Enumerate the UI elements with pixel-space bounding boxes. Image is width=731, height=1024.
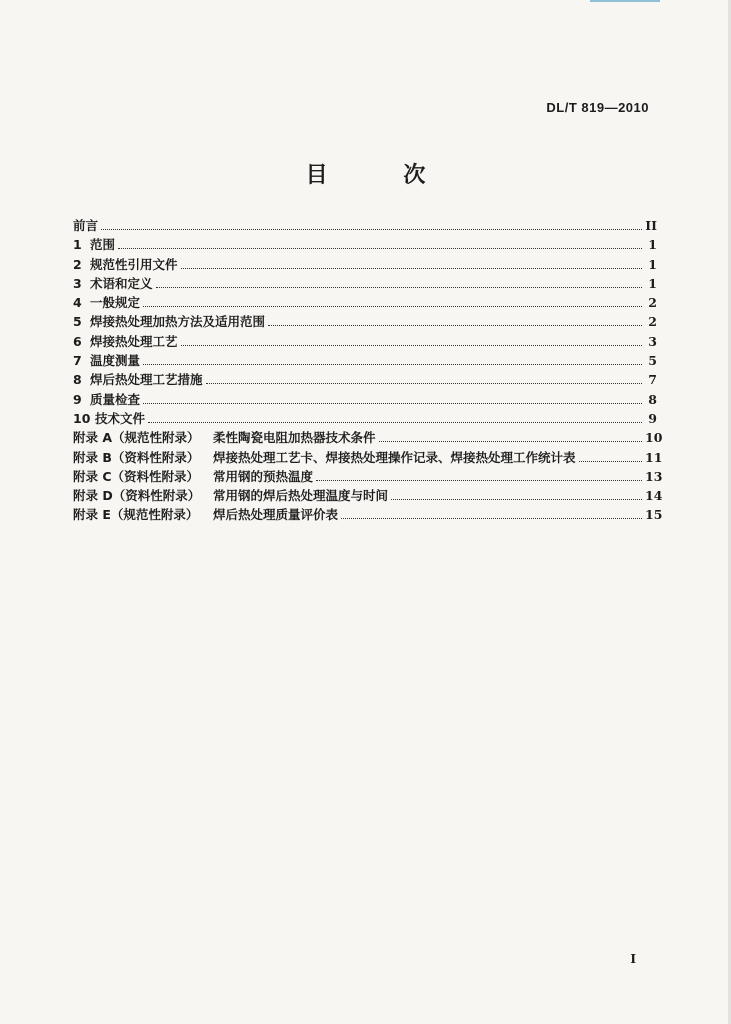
- dot-leader: [206, 382, 642, 384]
- toc-entry-page: 2: [648, 314, 657, 330]
- toc-entry-title: 技术文件: [95, 410, 146, 426]
- dot-leader: [143, 363, 642, 365]
- appendix-label: 附录 A（规范性附录）: [73, 430, 200, 446]
- toc-entry: [73, 293, 657, 312]
- toc-entry-page: 1: [648, 237, 657, 253]
- toc-entry-page: 2: [648, 295, 657, 311]
- dot-leader: [143, 305, 642, 307]
- appendix-title: 焊接热处理工艺卡、焊接热处理操作记录、焊接热处理工作统计表: [213, 449, 576, 465]
- appendix-title: 柔性陶瓷电阻加热器技术条件: [213, 430, 376, 446]
- dot-leader: [156, 286, 642, 288]
- appendix-label: 附录 D（资料性附录）: [73, 488, 201, 504]
- toc-entry-number: 10: [73, 410, 91, 426]
- toc-entry-number: 2: [73, 256, 82, 272]
- toc-entry-number: 3: [73, 275, 82, 291]
- appendix-entry: [73, 428, 663, 447]
- toc-entry-number: 4: [73, 295, 82, 311]
- appendix-label: 附录 B（资料性附录）: [73, 449, 200, 465]
- dot-leader: [341, 517, 642, 519]
- appendix-entry: [73, 505, 663, 524]
- page-number: I: [630, 952, 636, 966]
- toc-entry: [73, 235, 657, 254]
- appendix-entry: [73, 486, 663, 505]
- dot-leader: [379, 440, 642, 442]
- appendix-page: 11: [645, 449, 663, 465]
- toc-entry-page: II: [645, 218, 657, 233]
- toc-entry-page: 1: [648, 256, 657, 272]
- page-title: 目 次: [305, 163, 460, 188]
- toc-entry-title: 范围: [90, 237, 116, 253]
- toc-entry: [73, 332, 657, 351]
- toc-entry-page: 3: [648, 333, 657, 349]
- toc-entry-number: 6: [73, 333, 82, 349]
- toc-entry: [73, 370, 657, 389]
- appendix-entry: [73, 467, 663, 486]
- toc-entry-page: 8: [648, 391, 657, 407]
- toc-entry-title: 一般规定: [90, 295, 141, 311]
- toc-entry-page: 9: [648, 410, 657, 426]
- appendix-title: 常用钢的预热温度: [213, 468, 314, 484]
- dot-leader: [143, 402, 642, 404]
- toc-entry: [73, 409, 657, 428]
- toc-entry-title: 规范性引用文件: [90, 256, 178, 272]
- toc-entry: [73, 255, 657, 274]
- dot-leader: [268, 324, 642, 326]
- toc-entry: [73, 216, 657, 235]
- scan-edge-mark: [590, 0, 660, 2]
- toc-entry-number: 7: [73, 353, 82, 369]
- appendix-entry: [73, 448, 663, 467]
- appendix-title: 常用钢的焊后热处理温度与时间: [213, 488, 389, 504]
- toc-entry-number: 9: [73, 391, 82, 407]
- document-code: DL/T 819—2010: [546, 100, 649, 115]
- dot-leader: [101, 228, 642, 230]
- appendix-title: 焊后热处理质量评价表: [213, 507, 339, 523]
- toc-entry-title: 术语和定义: [90, 275, 153, 291]
- toc-entry-title: 温度测量: [90, 353, 141, 369]
- toc-entry: [73, 351, 657, 370]
- toc-entry: [73, 390, 657, 409]
- dot-leader: [579, 460, 642, 462]
- appendix-page: 15: [645, 507, 663, 523]
- toc-entry: [73, 274, 657, 293]
- dot-leader: [181, 267, 642, 269]
- appendix-label: 附录 E（规范性附录）: [73, 507, 199, 523]
- toc-entry-number: 8: [73, 372, 82, 388]
- appendix-label: 附录 C（资料性附录）: [73, 468, 200, 484]
- toc-entry-title: 质量检查: [90, 391, 141, 407]
- appendix-page: 14: [645, 488, 663, 504]
- toc-entry-page: 5: [648, 353, 657, 369]
- appendix-page: 13: [645, 468, 663, 484]
- toc-entry-number: 5: [73, 314, 82, 330]
- toc-entry: [73, 312, 657, 331]
- toc-entry-title: 前言: [73, 218, 99, 233]
- toc-entry-page: 7: [648, 372, 657, 388]
- appendix-page: 10: [645, 430, 663, 446]
- toc-entry-page: 1: [648, 275, 657, 291]
- dot-leader: [316, 479, 642, 481]
- toc-entry-number: 1: [73, 237, 82, 253]
- toc-entry-title: 焊接热处理加热方法及适用范围: [90, 314, 266, 330]
- dot-leader: [148, 421, 642, 423]
- dot-leader: [118, 247, 642, 249]
- table-of-contents: [73, 216, 663, 525]
- toc-entry-title: 焊接热处理工艺: [90, 333, 178, 349]
- dot-leader: [181, 344, 642, 346]
- dot-leader: [391, 498, 642, 500]
- toc-entry-title: 焊后热处理工艺措施: [90, 372, 203, 388]
